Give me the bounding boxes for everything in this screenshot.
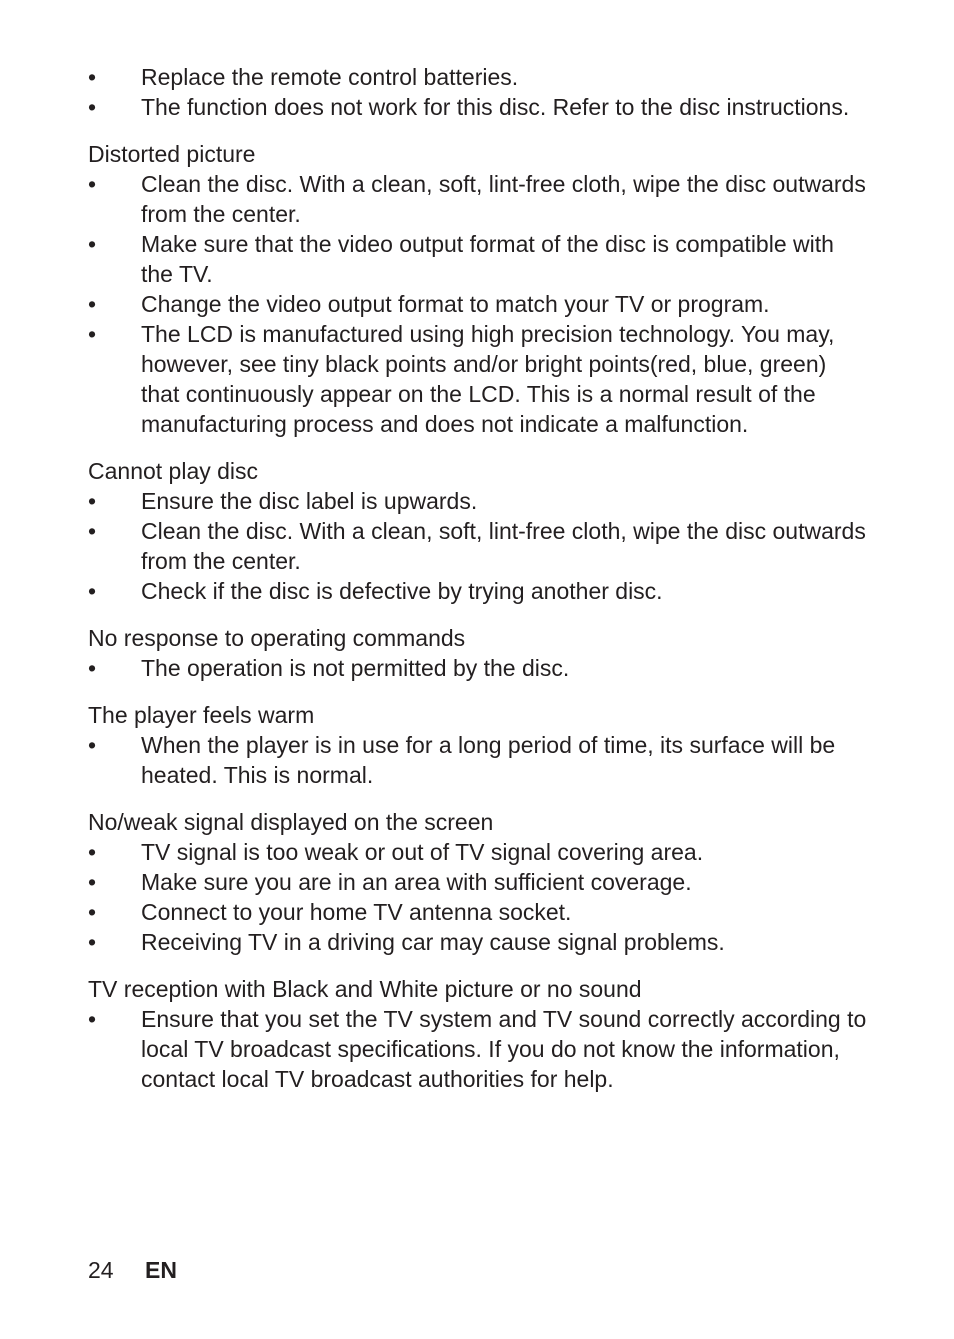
intro-bullet-list [88,62,868,122]
bullet-item [88,169,868,229]
bullet-item [88,927,868,957]
bullet-item [88,289,868,319]
bullet-item [88,229,868,289]
bullet-item [88,1004,868,1094]
bullet-icon: • [88,655,97,681]
bullet-icon: • [88,64,97,90]
section-heading: TV reception with Black and White picture or no sound [88,976,642,1002]
section-bullet-list [88,653,868,683]
bullet-icon: • [88,869,97,895]
language-code: EN [145,1257,177,1283]
bullet-icon: • [88,899,97,925]
bullet-icon: • [88,518,97,544]
bullet-text: Check if the disc is defective by trying another disc. [141,578,663,604]
bullet-item [88,730,868,790]
section-bullet-list [88,1004,868,1094]
section-heading: No/weak signal displayed on the screen [88,809,494,835]
bullet-text: TV signal is too weak or out of TV signal covering area. [141,839,704,865]
bullet-item [88,486,868,516]
bullet-icon: • [88,171,97,197]
bullet-item [88,62,868,92]
bullet-icon: • [88,1006,97,1032]
bullet-text: The LCD is manufactured using high precision technology. You may, however, see tiny black points and/or bright points(red, blue, green) that continuously appear on the LCD. This is a normal result of the manufacturing process and does not indicate a malfunction. [141,321,835,437]
section [88,807,868,957]
section [88,456,868,606]
bullet-text: Ensure the disc label is upwards. [141,488,478,514]
page-footer [88,1255,177,1285]
bullet-text: Change the video output format to match your TV or program. [141,291,770,317]
troubleshooting-sections [88,139,868,1094]
bullet-item [88,92,868,122]
bullet-text: Ensure that you set the TV system and TV sound correctly according to local TV broadcast specifications. If you do not know the information, contact local TV broadcast authorities for help. [141,1006,867,1092]
bullet-item [88,837,868,867]
section [88,139,868,439]
bullet-text: Clean the disc. With a clean, soft, lint-free cloth, wipe the disc outwards from the center. [141,171,866,227]
bullet-text: The function does not work for this disc. Refer to the disc instructions. [141,94,850,120]
section [88,974,868,1094]
bullet-text: Make sure you are in an area with sufficient coverage. [141,869,692,895]
bullet-text: Receiving TV in a driving car may cause signal problems. [141,929,725,955]
bullet-icon: • [88,839,97,865]
bullet-item [88,516,868,576]
section-heading: Distorted picture [88,141,256,167]
bullet-item [88,319,868,439]
section-heading: No response to operating commands [88,625,466,651]
bullet-text: Clean the disc. With a clean, soft, lint-free cloth, wipe the disc outwards from the center. [141,518,866,574]
bullet-icon: • [88,732,97,758]
bullet-icon: • [88,321,97,347]
section-bullet-list [88,169,868,439]
bullet-item [88,897,868,927]
bullet-item [88,867,868,897]
section [88,700,868,790]
bullet-icon: • [88,94,97,120]
document-body [88,62,868,1094]
bullet-icon: • [88,578,97,604]
section-bullet-list [88,837,868,957]
bullet-icon: • [88,231,97,257]
section-heading: Cannot play disc [88,458,259,484]
bullet-text: Make sure that the video output format of the disc is compatible with the TV. [141,231,834,287]
bullet-text: Replace the remote control batteries. [141,64,519,90]
bullet-text: The operation is not permitted by the disc. [141,655,570,681]
section-bullet-list [88,486,868,606]
section [88,623,868,683]
section-heading: The player feels warm [88,702,315,728]
bullet-icon: • [88,291,97,317]
bullet-item [88,576,868,606]
bullet-text: When the player is in use for a long period of time, its surface will be heated. This is normal. [141,732,836,788]
bullet-icon: • [88,929,97,955]
bullet-icon: • [88,488,97,514]
page-number: 24 [88,1257,114,1283]
section-bullet-list [88,730,868,790]
bullet-text: Connect to your home TV antenna socket. [141,899,572,925]
bullet-item [88,653,868,683]
